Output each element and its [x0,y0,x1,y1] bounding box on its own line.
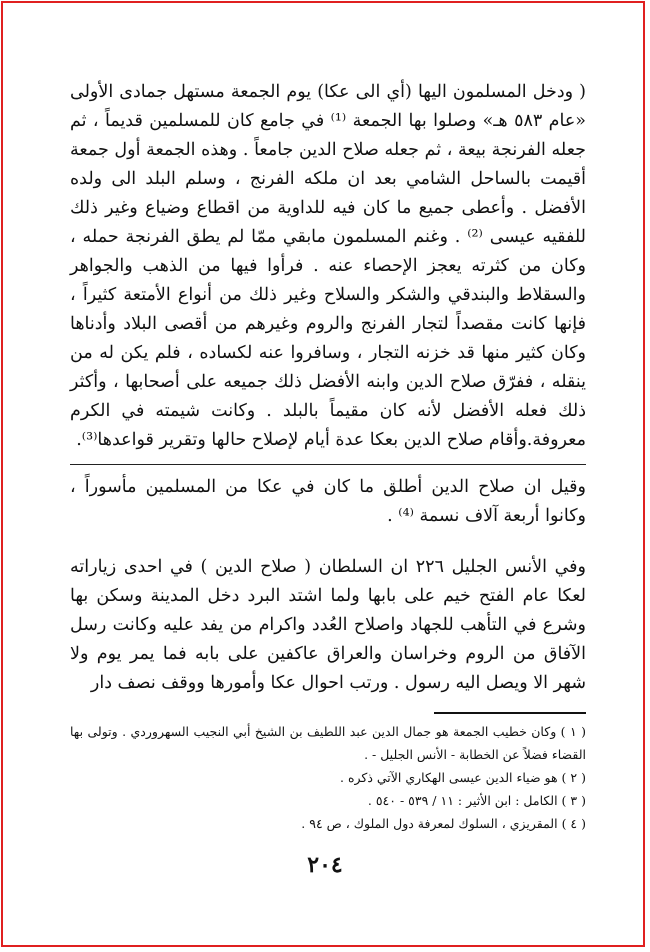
paragraph-3: وفي الأنس الجليل ٢٢٦ ان السلطان ( صلاح الدين ) في احدى زياراته لعكا عام الفتح خيم على بابها ولما اشتد البرد دخل المدينة وسكن بها وشرع في التأهب للجهاد واصلاح العُدد واكرام من يفد عليه وكانت رسل الآفاق من الروم وخراسان والعراق عاكفين على بابه فما يمر يوم ولا شهر الا ويصل اليه رسول . ورتب احوال عكا وأمورها ووقف نصف دار [70,557,586,693]
footnote-1: ( ١ ) وكان خطيب الجمعة هو جمال الدين عبد اللطيف بن الشيخ أبي النجيب السهروردي . وتولى بها القضاء فضلاً عن الخطابة - الأنس الجليل - . [70,724,586,762]
footnote-3: ( ٣ ) الكامل : ابن الأثير : ١١ / ٥٣٩ - ٥٤٠ . [367,793,586,808]
document-page [70,78,586,835]
section-separator [70,464,586,465]
paragraph-2: وقيل ان صلاح الدين أطلق ما كان في عكا من المسلمين مأسوراً ، وكانوا أربعة آلاف نسمة ⁽⁴⁾ . [70,477,586,526]
footnote-2: ( ٢ ) هو ضياء الدين عيسى الهكاري الآتي ذكره . [340,770,586,785]
footnotes-list [70,720,586,835]
footnote-divider [434,712,586,714]
footnote-4: ( ٤ ) المقريزي ، السلوك لمعرفة دول الملوك ، ص ٩٤ . [301,816,586,831]
paragraph-1: ( ودخل المسلمون اليها (أي الى عكا) يوم الجمعة مستهل جمادى الأولى «عام ٥٨٣ هـ» وصلوا بها الجمعة ⁽¹⁾ في جامع كان للمسلمين قديماً ، ثم جعله الفرنجة بيعة ، ثم جعله صلاح الدين جامعاً . وهذه الجمعة أول جمعة أقيمت بالساحل الشامي بعد ان ملكه الفرنج ، وسلم البلد الى ولده الأفضل . وأعطى جميع ما كان فيه للداوية من اقطاع وضياع وغير ذلك للفقيه عيسى ⁽²⁾ . وغنم المسلمون مابقي ممّا لم يطق الفرنجة حمله ، وكان من كثرته يعجز الإحصاء عنه . فرأوا فيها من الذهب والجواهر والسقلاط والبندقي والشكر والسلاح وغير ذلك من أنواع الأمتعة كثيراً ، فإنها كانت مقصداً لتجار الفرنج والروم وغيرهم من أقصى البلاد وأدناها وكان كثير منها قد خزنه التجار ، وسافروا عنه لكساده ، فلم يكن له من ينقله ، ففرّق صلاح الدين وابنه الأفضل ذلك جميعه على أصحابها ، وأكثر ذلك فعله الأفضل لأنه كان مقيماً بالبلد . وكانت شيمته في الكرم معروفة.وأقام صلاح الدين بعكا عدة أيام لإصلاح حالها وتقرير قواعدها⁽³⁾. [70,82,586,450]
page-number: ٢٠٤ [307,852,343,878]
